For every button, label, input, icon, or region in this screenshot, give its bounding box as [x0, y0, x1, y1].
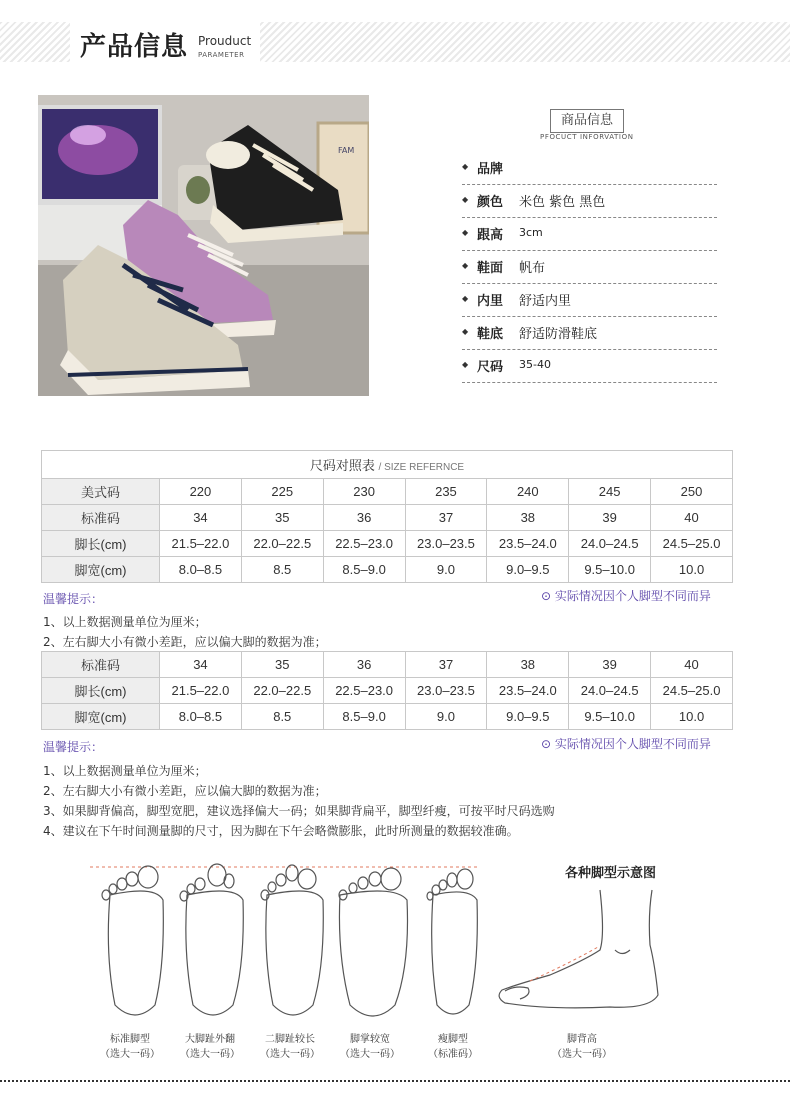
note-line: 1、以上数据测量单位为厘米； — [43, 615, 207, 629]
bullet-icon: ◆ — [462, 294, 469, 303]
foot-type-caption: 二脚趾较长 （选大一码） — [260, 1034, 320, 1060]
bullet-icon: ◆ — [462, 228, 469, 237]
info-box-title: 商品信息 — [550, 109, 624, 133]
spec-key: 跟高 — [477, 228, 504, 243]
spec-key: 鞋面 — [477, 261, 504, 276]
page-title-en-sub: PARAMETER — [198, 51, 245, 59]
foot-type-caption: 脚掌较宽 （选大一码） — [340, 1034, 400, 1060]
page-title-en: Prouduct — [198, 34, 252, 48]
diagram-title: 各种脚型示意图 — [565, 866, 657, 881]
spec-row-brand — [462, 152, 717, 185]
foot-side-illustration — [490, 885, 670, 1020]
spec-key: 尺码 — [477, 360, 504, 375]
bullet-icon: ◆ — [462, 195, 469, 204]
tip-right: ⊙ 实际情况因个人脚型不同而异 — [541, 589, 711, 603]
size-table-caption: 尺码对照表 / SIZE REFERNCE — [42, 451, 733, 479]
note-line: 1、以上数据测量单位为厘米； — [43, 764, 207, 778]
spec-key: 内里 — [477, 294, 504, 309]
circle-arrow-icon: ⊙ — [541, 737, 552, 751]
circle-arrow-icon: ⊙ — [541, 589, 552, 603]
spec-row-size — [462, 350, 717, 383]
size-table-1 — [41, 450, 733, 583]
spec-value: 35-40 — [519, 358, 551, 371]
spec-value: 3cm — [519, 226, 543, 239]
table-row: 脚长(cm) 21.5–22.0 22.0–22.5 22.5–23.0 23.0–23.5 23.5–24.0 24.0–24.5 24.5–25.0 — [42, 678, 733, 704]
note-line: 4、建议在下午时间测量脚的尺寸，因为脚在下午会略微膨胀，此时所测量的数据较准确。 — [43, 824, 519, 838]
foot-side-caption: 脚背高 （选大一码） — [552, 1034, 612, 1060]
table-row: 脚宽(cm) 8.0–8.5 8.5 8.5–9.0 9.0 9.0–9.5 9.5–10.0 10.0 — [42, 704, 733, 730]
spec-row-color — [462, 185, 717, 218]
foot-types-illustration — [85, 855, 485, 1030]
spec-key: 颜色 — [477, 195, 504, 210]
tip-right: ⊙ 实际情况因个人脚型不同而异 — [541, 737, 711, 751]
foot-type-caption: 大脚趾外翻 （选大一码） — [180, 1034, 240, 1060]
spec-row-upper — [462, 251, 717, 284]
table-row: 标准码 34 35 36 37 38 39 40 — [42, 652, 733, 678]
spec-value: 帆布 — [519, 261, 546, 276]
spec-key: 品牌 — [477, 162, 504, 177]
bullet-icon: ◆ — [462, 162, 469, 171]
svg-text:FAM: FAM — [338, 146, 355, 155]
spec-value: 舒适防滑鞋底 — [519, 327, 598, 342]
table-row: 脚宽(cm) 8.0–8.5 8.5 8.5–9.0 9.0 9.0–9.5 9.5–10.0 10.0 — [42, 557, 733, 583]
spec-row-lining — [462, 284, 717, 317]
foot-type-caption: 瘦脚型 （标准码） — [428, 1034, 478, 1060]
table-row: 脚长(cm) 21.5–22.0 22.0–22.5 22.5–23.0 23.0–23.5 23.5–24.0 24.0–24.5 24.5–25.0 — [42, 531, 733, 557]
tip-label: 温馨提示： — [43, 740, 104, 754]
note-line: 2、左右脚大小有微小差距，应以偏大脚的数据为准； — [43, 784, 327, 798]
note-line: 3、如果脚背偏高，脚型宽肥，建议选择偏大一码；如果脚背扁平，脚型纤瘦，可按平时尺码选购 — [43, 804, 555, 818]
foot-type-caption: 标准脚型 （选大一码） — [100, 1034, 160, 1060]
info-box-subtitle: PFOCUCT INFORVATION — [540, 133, 634, 141]
spec-row-sole — [462, 317, 717, 350]
bullet-icon: ◆ — [462, 327, 469, 336]
spec-value: 米色 紫色 黑色 — [519, 195, 606, 210]
page-title: 产品信息 — [80, 32, 189, 62]
size-table-2 — [41, 651, 733, 730]
note-line: 2、左右脚大小有微小差距，应以偏大脚的数据为准； — [43, 635, 327, 649]
table-row: 标准码 34 35 36 37 38 39 40 — [42, 505, 733, 531]
spec-key: 鞋底 — [477, 327, 504, 342]
bullet-icon: ◆ — [462, 261, 469, 270]
bottom-divider — [0, 1080, 790, 1082]
tip-label: 温馨提示： — [43, 592, 104, 606]
spec-value: 舒适内里 — [519, 294, 572, 309]
table-row: 美式码 220 225 230 235 240 245 250 — [42, 479, 733, 505]
bullet-icon: ◆ — [462, 360, 469, 369]
spec-row-heel — [462, 218, 717, 251]
product-photo — [38, 95, 369, 396]
